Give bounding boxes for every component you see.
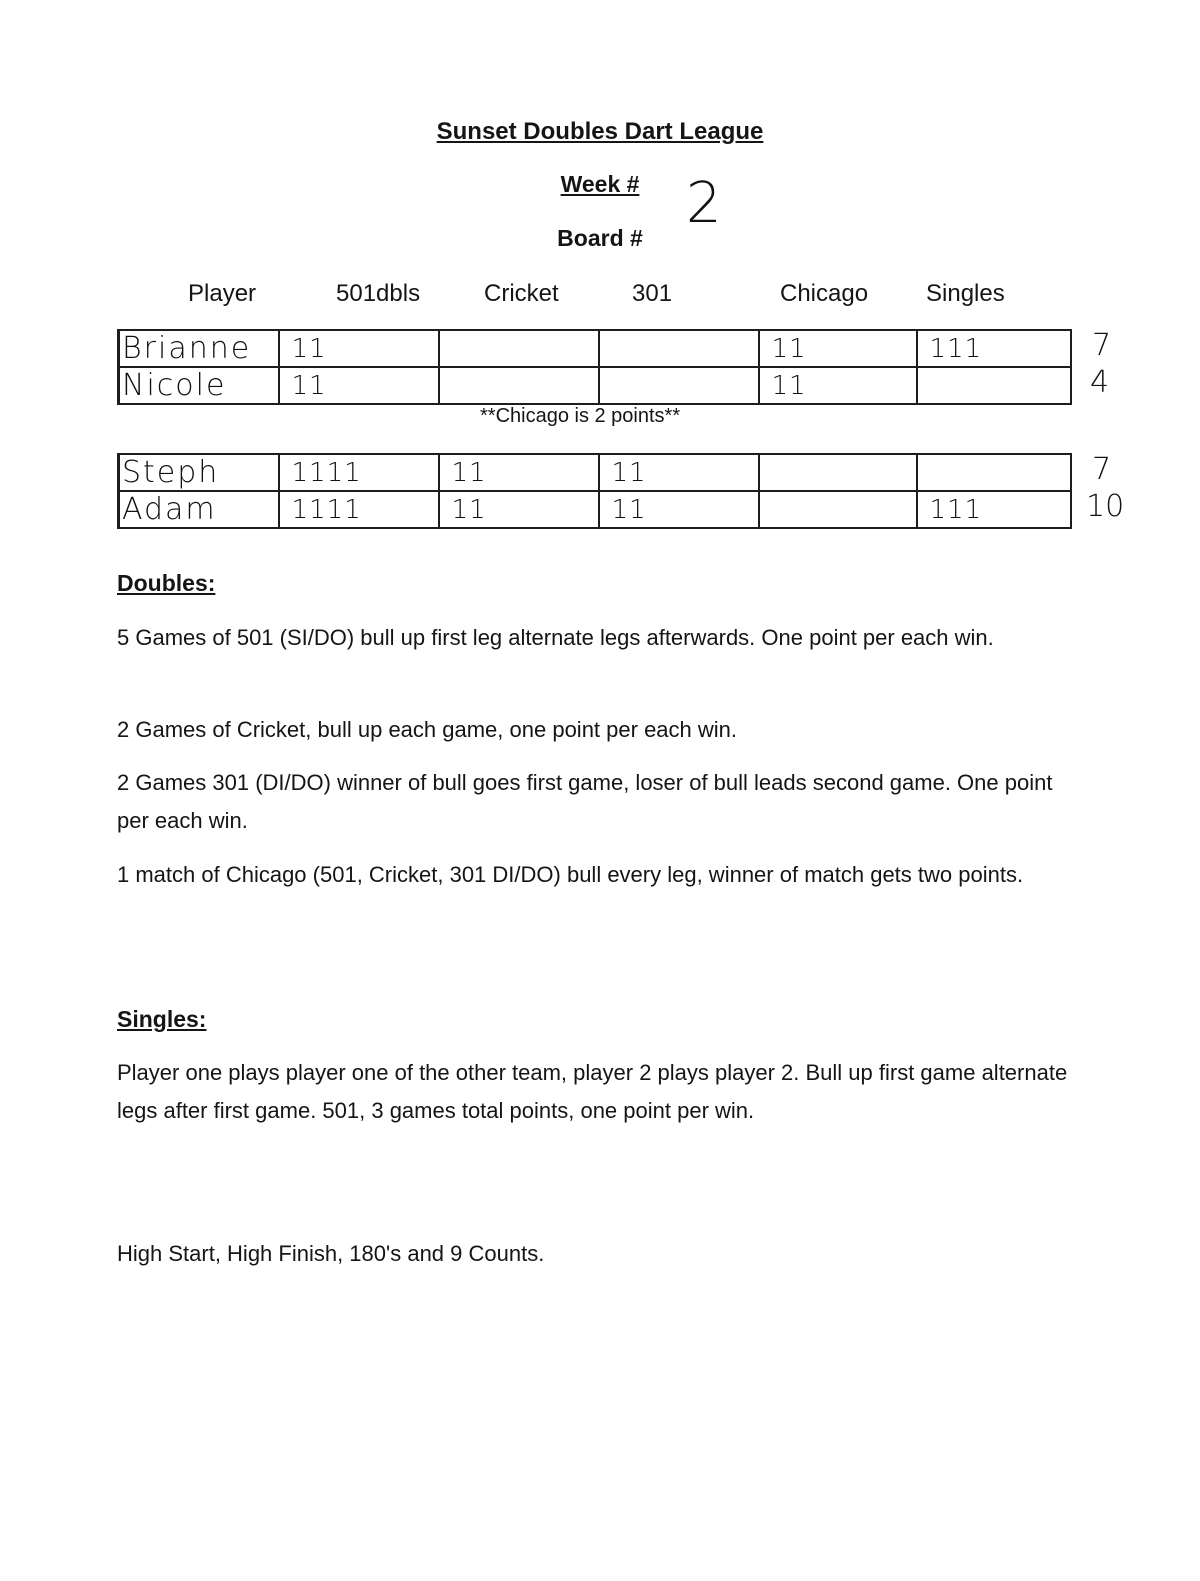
player-name: Adam bbox=[119, 491, 279, 528]
table-row bbox=[119, 491, 1071, 528]
score-301: 11 bbox=[599, 491, 759, 528]
player-name: Brianne bbox=[119, 330, 279, 367]
score-301: 11 bbox=[599, 454, 759, 491]
score-501dbls: 11 bbox=[279, 367, 439, 404]
score-301 bbox=[599, 367, 759, 404]
score-singles bbox=[917, 454, 1071, 491]
week-value: 2 bbox=[686, 171, 722, 236]
doubles-heading: Doubles: bbox=[117, 570, 216, 596]
column-header-cricket: Cricket bbox=[484, 280, 559, 307]
league-title: Sunset Doubles Dart League bbox=[436, 118, 764, 145]
score-chicago bbox=[759, 491, 917, 528]
score-cricket bbox=[439, 330, 599, 367]
player-name: Steph bbox=[119, 454, 279, 491]
player-total: 7 bbox=[1092, 328, 1112, 363]
score-chicago bbox=[759, 454, 917, 491]
column-header-singles: Singles bbox=[926, 280, 1005, 307]
player-total: 7 bbox=[1092, 452, 1112, 487]
table-row bbox=[119, 454, 1071, 491]
team-2-score-table bbox=[117, 453, 1072, 529]
doubles-rule-301: 2 Games 301 (DI/DO) winner of bull goes first game, loser of bull leads second game. One point per each win. bbox=[117, 770, 1053, 833]
team-1-score-table bbox=[117, 329, 1072, 405]
score-501dbls: 1111 bbox=[279, 454, 439, 491]
score-singles: 111 bbox=[917, 491, 1071, 528]
score-singles bbox=[917, 367, 1071, 404]
score-cricket bbox=[439, 367, 599, 404]
score-301 bbox=[599, 330, 759, 367]
doubles-rule-cricket: 2 Games of Cricket, bull up each game, one point per each win. bbox=[117, 717, 738, 742]
score-singles: 111 bbox=[917, 330, 1071, 367]
singles-rule: Player one plays player one of the other team, player 2 plays player 2. Bull up first game alternate legs after first game. 501, 3 games total points, one point per win. bbox=[117, 1060, 1068, 1123]
score-501dbls: 11 bbox=[279, 330, 439, 367]
board-label: Board # bbox=[557, 225, 643, 251]
table-row bbox=[119, 330, 1071, 367]
doubles-rule-chicago: 1 match of Chicago (501, Cricket, 301 DI/DO) bull every leg, winner of match gets two points. bbox=[117, 862, 1024, 887]
player-total: 4 bbox=[1090, 365, 1110, 400]
score-chicago: 11 bbox=[759, 367, 917, 404]
column-header-player: Player bbox=[188, 280, 257, 307]
player-total: 10 bbox=[1086, 489, 1125, 524]
table-row bbox=[119, 367, 1071, 404]
column-header-301: 301 bbox=[632, 280, 673, 307]
column-header-501dbls: 501dbls bbox=[336, 280, 421, 307]
doubles-rule-501: 5 Games of 501 (SI/DO) bull up first leg alternate legs afterwards. One point per each win. bbox=[117, 625, 994, 650]
score-cricket: 11 bbox=[439, 454, 599, 491]
week-label: Week # bbox=[560, 171, 640, 197]
singles-heading: Singles: bbox=[117, 1006, 207, 1032]
footer-awards: High Start, High Finish, 180's and 9 Counts. bbox=[117, 1241, 545, 1266]
player-name: Nicole bbox=[119, 367, 279, 404]
chicago-note: **Chicago is 2 points** bbox=[480, 405, 681, 427]
column-header-chicago: Chicago bbox=[780, 280, 869, 307]
score-501dbls: 1111 bbox=[279, 491, 439, 528]
score-cricket: 11 bbox=[439, 491, 599, 528]
score-chicago: 11 bbox=[759, 330, 917, 367]
